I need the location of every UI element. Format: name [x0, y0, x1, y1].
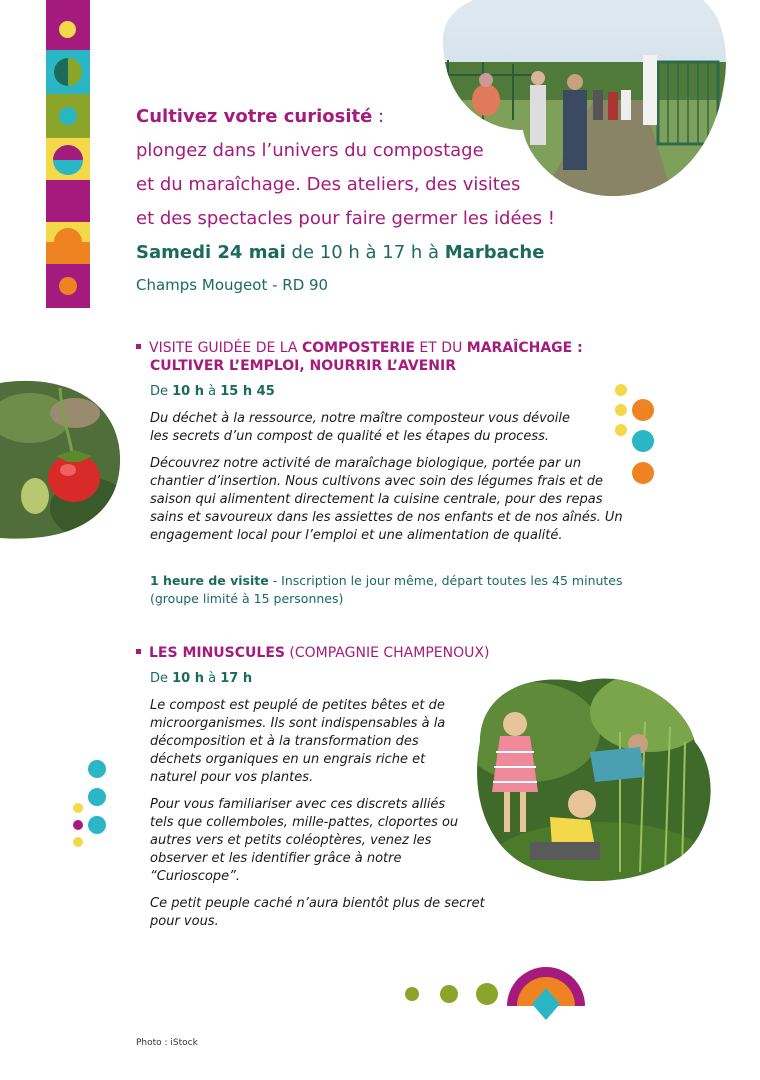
event-address: Champs Mougeot - RD 90: [136, 276, 329, 294]
bottom-decoration: [400, 960, 590, 1022]
event-time: de 10 h à 17 h à: [285, 242, 445, 263]
children-garden-photo: [470, 672, 714, 886]
deco-block-magenta-2: [46, 180, 90, 222]
deco-dot: [73, 820, 83, 830]
section-1-info-bold: 1 heure de visite: [150, 573, 269, 588]
deco-half-circle: [54, 228, 82, 242]
deco-cyan-dot: [59, 107, 77, 125]
deco-olive-dot: [440, 985, 458, 1003]
section-1-time-start: 10 h: [172, 384, 205, 399]
section-1-paragraph-1: Du déchet à la ressource, notre maître composteur vous dévoile les secrets d’un compost de qualité et les étapes du process.: [150, 411, 570, 444]
intro-line-3: et du maraîchage. Des ateliers, des visites: [136, 174, 521, 195]
intro-lead: Cultivez votre curiosité: [136, 106, 373, 127]
section-1-title-bold2: MARAÎCHAGE :: [466, 340, 583, 356]
decorative-color-column: [46, 0, 90, 308]
section-2-paragraph-1: Le compost est peuplé de petites bêtes et de microorganismes. Ils sont indispensables à la décomposition et à la transformation des déchets organiques en un engrais riche et naturel pour vos plantes.: [150, 698, 446, 785]
deco-dot: [615, 384, 627, 396]
strawberry-photo: [0, 378, 122, 540]
section-1-paragraph-2: Découvrez notre activité de maraîchage biologique, portée par un chantier d’insertion. Nous cultivons avec soin des légumes frais et de saison qui alimentent directement la cuisine centrale, pour des repas sains et savoureux dans les assiettes de nos enfants et de nos aînés. Un engagement local pour l’emploi et une alimentation de qualité.: [150, 456, 623, 543]
section-2-title-rest: (COMPAGNIE CHAMPENOUX): [284, 645, 490, 661]
section-2-time-start: 10 h: [172, 671, 205, 686]
event-place: Marbache: [444, 242, 545, 263]
section-1-time-mid: à: [204, 384, 221, 399]
deco-dot: [88, 816, 106, 834]
intro-line-4: et des spectacles pour faire germer les idées !: [136, 208, 555, 229]
deco-block-yellow-2: [46, 222, 90, 242]
event-datetime: [136, 242, 544, 263]
section-1-title: [136, 339, 616, 375]
deco-olive-dot: [476, 983, 498, 1005]
deco-dot: [632, 430, 654, 452]
deco-dot: [615, 424, 627, 436]
section-1-info-text: - Inscription le jour même, départ toutes les 45 minutes (groupe limité à 15 personnes): [150, 573, 623, 606]
deco-orange-dot: [59, 277, 77, 295]
deco-yellow-dot: [59, 21, 76, 38]
section-1-time-prefix: De: [150, 384, 173, 399]
deco-dot: [615, 404, 627, 416]
section-1-timing: [150, 384, 275, 399]
section-1-time-end: 15 h 45: [220, 384, 275, 399]
section-2-time-mid: à: [204, 671, 221, 686]
intro-text: [136, 100, 616, 236]
intro-lead-suffix: :: [372, 106, 385, 127]
section-2-time-end: 17 h: [220, 671, 253, 686]
deco-split-circle: [54, 58, 82, 86]
deco-block-orange: [46, 242, 90, 264]
section-1-title-bold1: COMPOSTERIE: [301, 340, 415, 356]
deco-dot: [88, 788, 106, 806]
deco-block-cyan: [46, 50, 90, 94]
section-2-timing: [150, 671, 252, 686]
section-2-time-prefix: De: [150, 671, 173, 686]
section-2-title: [136, 644, 616, 662]
section-1-title-part2: ET DU: [414, 340, 467, 356]
section-2-title-bold: LES MINUSCULES: [149, 645, 285, 661]
section-1-title-part1: VISITE GUIDÉE DE LA: [149, 340, 302, 356]
photo-credit: Photo : iStock: [136, 1038, 198, 1048]
deco-block-magenta-top: [46, 0, 90, 8]
intro-line-2: plongez dans l’univers du compostage: [136, 140, 484, 161]
section-2-paragraph-3: Ce petit peuple caché n’aura bientôt plus de secret pour vous.: [150, 896, 485, 929]
deco-block-yellow: [46, 138, 90, 180]
deco-dot: [88, 760, 106, 778]
deco-dot: [73, 803, 83, 813]
section-2-paragraph-2: Pour vous familiariser avec ces discrets alliés tels que collemboles, mille-pattes, cloportes ou autres vers et petits coléoptères, venez les observer et les identifier grâce à notre “Curioscope”.: [150, 797, 459, 884]
decorative-dots-left: [70, 758, 110, 854]
bullet-icon: [136, 344, 141, 349]
bullet-icon: [136, 649, 141, 654]
section-1-info: [150, 572, 625, 608]
deco-block-magenta: [46, 8, 90, 50]
event-date: Samedi 24 mai: [136, 242, 286, 263]
deco-block-olive: [46, 94, 90, 138]
deco-split-circle-2: [53, 145, 83, 175]
section-1-title-line2: CULTIVER L’EMPLOI, NOURRIR L’AVENIR: [150, 358, 456, 374]
deco-dot: [73, 837, 83, 847]
intro-line-1: [136, 100, 616, 134]
deco-dot: [632, 399, 654, 421]
deco-olive-dot: [405, 987, 419, 1001]
deco-block-magenta-3: [46, 264, 90, 308]
deco-dot: [632, 462, 654, 484]
